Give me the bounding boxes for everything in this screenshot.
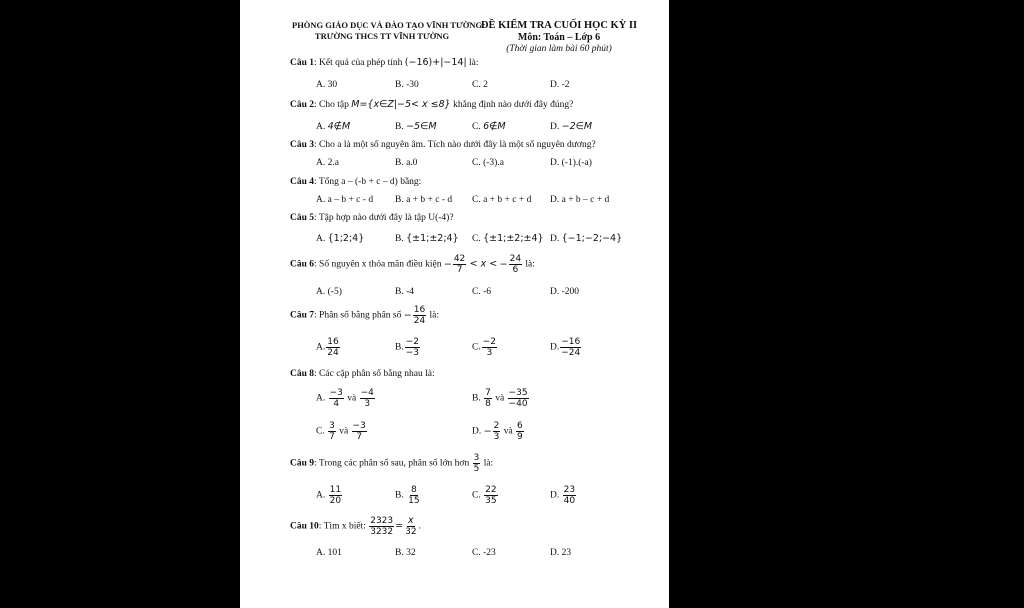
question-8 [290,369,435,379]
exam-subject: Môn: Toán – Lớp 6 [517,32,601,43]
numerator: −35 [508,388,528,398]
numerator: 3 [329,421,335,431]
exam-page [240,0,669,608]
option-letter: C. [472,490,481,501]
option-letter: A. [316,342,326,353]
question-tail: là: [429,310,440,321]
numerator: −3 [329,388,343,398]
option-math: {±1;±2;4} [406,233,459,244]
q8-option-a [316,388,376,409]
minus-sign: − [483,426,492,437]
q5-option-b [395,233,459,244]
question-text: : Tập hợp nào dưới đây là tập U(-4)? [314,213,454,223]
q7-option-a [316,337,341,358]
q9-option-b [395,485,422,506]
option-math: {−1;−2;−4} [561,233,623,244]
fraction [484,388,492,409]
numerator: 2323 [370,516,394,526]
option-letter: A. [316,393,326,404]
option-letter: D. [550,122,560,132]
question-7 [290,305,439,326]
q4-option-a: A. a – b + c - d [316,195,374,205]
option-math: {±1;±2;±4} [483,233,544,244]
fraction [404,516,417,537]
numerator: −2 [482,337,496,347]
q7-option-d [550,337,582,358]
fraction [326,337,339,358]
question-10 [290,516,421,537]
denominator: 32 [405,527,417,537]
q3-option-a: A. 2.a [316,158,339,168]
q1-option-a: A. 30 [316,80,338,90]
q2-option-c [472,121,506,132]
fraction [482,337,497,358]
denominator: 8 [485,399,491,409]
denominator: 3232 [370,527,394,537]
question-math: M={x∈Z|−5< x ≤8} [351,99,451,110]
fraction [369,516,394,537]
numerator: x [408,515,414,526]
fraction [407,485,420,506]
q10-option-d: D. 23 [550,548,572,558]
question-1 [290,57,479,68]
numerator: 23 [563,485,576,495]
q5-option-c [472,233,544,244]
fraction [493,421,501,442]
numerator: 7 [485,388,491,398]
option-letter: D. [472,426,482,437]
q7-option-b [395,337,421,358]
question-label: Câu 2 [290,100,315,110]
q6-option-b: B. -4 [395,287,414,297]
denominator: 7 [356,432,363,442]
option-letter: C. [472,342,481,353]
question-label: Câu 9 [290,458,315,469]
option-letter: B. [395,234,404,244]
q1-option-b: B. -30 [395,80,419,90]
denominator: 20 [329,496,342,506]
question-label: Câu 7 [290,310,315,321]
option-letter: A. [316,234,326,244]
q6-option-a: A. (-5) [316,287,342,297]
fraction [328,421,336,442]
question-text: : Các cặp phân số bằng nhau là: [314,369,435,379]
fraction [563,485,576,506]
q10-option-b: B. 32 [395,548,416,558]
question-text: : Tìm x biết: [318,521,366,532]
equals-sign: = [395,520,404,532]
numerator: 16 [327,337,339,347]
numerator: 42 [453,254,466,264]
q8-option-d [472,421,525,442]
q5-option-d [550,233,622,244]
denominator: 15 [408,496,420,506]
fraction [473,453,481,474]
fraction [352,421,367,442]
option-letter: C. [316,426,325,437]
q10-option-c: C. -23 [472,548,496,558]
option-math: 6∉M [483,121,506,132]
q9-option-d [550,485,577,506]
fraction [509,254,522,275]
q2-option-b [395,121,437,132]
question-text: : Tổng a – (-b + c – d) bằng: [314,177,422,187]
exam-title: ĐỀ KIỂM TRA CUỐI HỌC KỲ II [480,20,638,31]
denominator: 7 [329,432,335,442]
fraction [484,485,497,506]
fraction [329,485,342,506]
q10-option-a: A. 101 [316,548,342,558]
fraction [413,305,426,326]
numerator: 6 [517,421,523,431]
question-text: : Phân số bằng phân số [314,310,402,321]
q4-option-d: D. a + b – c + d [550,195,610,205]
option-letter: C. [472,122,481,132]
fraction [453,254,466,275]
numerator: −2 [405,337,419,347]
denominator: 35 [485,496,497,506]
denominator: 40 [563,496,576,506]
q3-option-d: D. (-1).(-a) [550,158,592,168]
option-letter: D. [550,234,560,244]
denominator: 7 [456,265,463,275]
question-label: Câu 8 [290,369,315,379]
q1-option-d: D. -2 [550,80,570,90]
question-tail: . [418,521,421,532]
denominator: −24 [561,348,581,358]
question-9 [290,453,493,474]
minus-sign: − [403,310,412,321]
fraction [405,337,420,358]
and-word: và [503,426,513,437]
question-label: Câu 5 [290,213,315,223]
question-6 [290,254,535,275]
q9-option-a [316,485,343,506]
q9-option-c [472,485,499,506]
denominator: 4 [333,399,340,409]
q6-option-c: C. -6 [472,287,491,297]
question-tail: là: [483,458,494,469]
q6-option-d: D. -200 [550,287,580,297]
numerator: −4 [360,388,374,398]
question-label: Câu 4 [290,177,315,187]
option-math: −5∈M [406,121,437,132]
q4-option-c: C. a + b + c + d [472,195,532,205]
numerator: 11 [329,485,342,495]
option-letter: A. [316,122,326,132]
numerator: 2 [493,421,500,431]
option-letter: C. [472,234,481,244]
school-name: TRƯỜNG THCS TT VĨNH TƯỜNG [314,31,450,41]
numerator: 16 [413,305,426,315]
question-label: Câu 10 [290,521,319,532]
department-name: PHÒNG GIÁO DỤC VÀ ĐÀO TẠO VĨNH TƯỜNG [292,20,483,30]
q5-option-a [316,233,364,244]
option-letter: D. [550,490,560,501]
numerator: 3 [473,453,480,463]
q4-option-b: B. a + b + c - d [395,195,453,205]
denominator: 24 [327,348,339,358]
question-tail: là: [525,259,535,270]
minus-sign: − [499,259,508,270]
q8-option-b [472,388,530,409]
and-word: và [495,393,505,404]
question-label: Câu 1 [290,58,315,68]
option-letter: B. [472,393,481,404]
question-text: : Cho tập [314,100,349,110]
inequality: < x < [469,258,498,270]
question-text: : Trong các phân số sau, phân số lớn hơn [314,458,470,469]
question-math: (−16)+|−14| [404,57,467,68]
question-label: Câu 6 [290,259,315,270]
question-4 [290,177,421,187]
exam-time: (Thời gian làm bài 60 phút) [506,44,612,54]
option-letter: B. [395,490,404,501]
question-text: : Cho a là một số nguyên âm. Tích nào dưới đây là một số nguyên dương? [314,140,596,150]
fraction [516,421,524,442]
denominator: −40 [508,399,528,409]
q2-option-d [550,121,592,132]
denominator: −3 [405,348,419,358]
option-letter: D. [550,342,560,353]
and-word: và [347,393,357,404]
option-math: −2∈M [561,121,593,132]
and-word: và [339,426,349,437]
denominator: 24 [413,316,426,326]
q1-option-c: C. 2 [472,80,488,90]
numerator: −3 [352,421,366,431]
question-tail: khẳng định nào dưới đây đúng? [453,100,574,110]
option-letter: B. [395,122,404,132]
q3-option-c: C. (-3).a [472,158,504,168]
q7-option-c [472,337,498,358]
denominator: 5 [473,464,480,474]
numerator: 24 [509,254,522,264]
fraction [560,337,581,358]
denominator: 3 [364,399,371,409]
question-tail: là: [469,58,479,68]
numerator: 22 [485,485,497,495]
option-letter: A. [316,490,326,501]
question-2 [290,99,573,110]
option-math: {1;2;4} [327,233,365,244]
question-3 [290,140,596,150]
question-text: : Kết quả của phép tính [314,58,403,68]
minus-sign: − [443,259,452,270]
fraction [508,388,529,409]
fraction [329,388,344,409]
fraction [360,388,375,409]
q8-option-c [316,421,368,442]
numerator: 8 [410,485,417,495]
denominator: 3 [486,348,493,358]
denominator: 6 [512,265,519,275]
question-text: : Số nguyên x thỏa mãn điều kiện [314,259,442,270]
question-5 [290,213,454,223]
question-label: Câu 3 [290,140,315,150]
denominator: 9 [517,432,523,442]
option-letter: B. [395,342,404,353]
denominator: 3 [493,432,500,442]
q3-option-b: B. a.0 [395,158,418,168]
q2-option-a [316,121,350,132]
option-math: 4∉M [327,121,351,132]
numerator: −16 [561,337,581,347]
